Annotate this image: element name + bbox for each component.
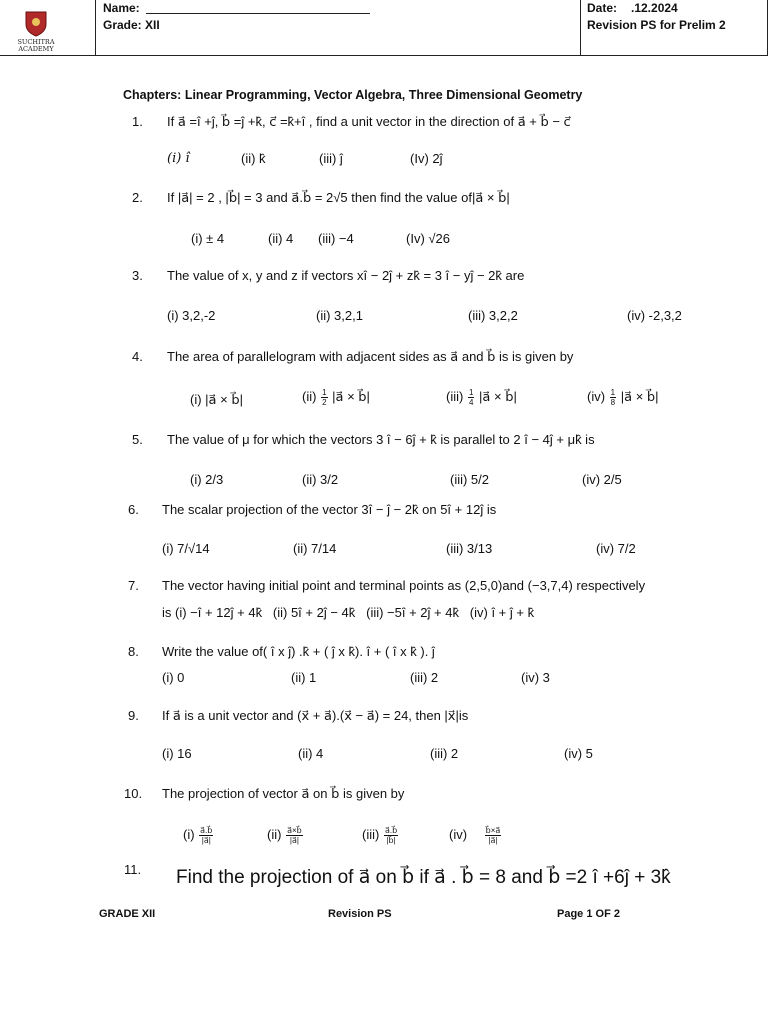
denominator: |b⃗| (386, 836, 396, 845)
option-label: (ii) (267, 826, 282, 842)
option: (ii) 4 (268, 231, 294, 246)
option: (Iv) √26 (406, 231, 450, 246)
option: (iv) 7/2 (596, 541, 636, 556)
option: (i) î (167, 151, 190, 166)
option: (ii) 7/14 (293, 541, 337, 556)
option: (Iv) 2ĵ (410, 151, 443, 166)
numerator: 1 (610, 388, 616, 397)
denominator: 8 (610, 398, 616, 407)
option: (iii) 2 (410, 670, 439, 685)
denominator: |a⃗| (201, 836, 211, 845)
numerator: a⃗.b⃗ (384, 826, 398, 835)
question-text: The vector having initial point and terminal points as (2,5,0)and (−3,7,4) respectively (162, 578, 646, 593)
question-number: 1. (132, 114, 143, 129)
question-number: 4. (132, 349, 143, 364)
question-text: If a⃗ =î +ĵ, b⃗ =ĵ +k̂, c⃗ =k̂+î , find a unit vector in the direction of a⃗ + b⃗ − c⃗ (167, 114, 571, 129)
option (183, 826, 214, 845)
question-number: 3. (132, 268, 143, 283)
chapters-heading: Chapters: Linear Programming, Vector Algebra, Three Dimensional Geometry (123, 88, 583, 102)
option (267, 826, 304, 845)
footer-page-number: Page 1 OF 2 (557, 908, 620, 920)
question-text: Write the value of( î x ĵ) .k̂ + ( ĵ x k̂). î + ( î x k̂ ). ĵ (162, 644, 435, 659)
numerator: a⃗×b⃗ (287, 826, 302, 835)
footer-title: Revision PS (328, 908, 392, 920)
option-label: (iii) (362, 826, 380, 842)
question-number: 5. (132, 432, 143, 447)
option: (i) 7/√14 (162, 541, 210, 556)
option: (iii) −4 (318, 231, 354, 246)
denominator: 4 (468, 398, 474, 407)
fraction (384, 826, 398, 845)
option-label: (i) (183, 826, 195, 842)
denominator: |a⃗| (289, 836, 299, 845)
date-value: .12.2024 (631, 1, 678, 15)
option: (iv) 3 (521, 670, 550, 685)
option (362, 826, 399, 845)
option: (iii) 5/2 (450, 472, 490, 487)
option (449, 826, 502, 845)
option (587, 388, 659, 407)
option: (ii) 1 (291, 670, 317, 685)
name-field-line[interactable] (146, 13, 370, 14)
question-text: The area of parallelogram with adjacent sides as a⃗ and b⃗ is is given by (167, 349, 574, 364)
option: (ii) k̂ (241, 151, 266, 166)
question-number: 6. (128, 502, 139, 517)
question-number: 9. (128, 708, 139, 723)
fraction (610, 388, 616, 407)
question-text: The projection of vector a⃗ on b⃗ is given by (162, 786, 405, 801)
option (446, 388, 517, 407)
option-expr: |a⃗ × b⃗| (332, 388, 370, 404)
document-title: Revision PS for Prelim 2 (587, 18, 726, 32)
svg-text:SUCHITRA: SUCHITRA (17, 38, 55, 46)
option-label: (iii) (446, 388, 464, 404)
fraction (286, 826, 303, 845)
option: (iv) 5 (564, 746, 593, 761)
numerator: a⃗.b⃗ (200, 826, 213, 835)
option: (iv) 2/5 (582, 472, 622, 487)
header-table (0, 0, 768, 56)
numerator: b⃗×a⃗ (485, 826, 501, 835)
option-label: (iv) (587, 388, 606, 404)
option: (iv) -2,3,2 (627, 308, 682, 323)
question-number: 2. (132, 190, 143, 205)
question-text: Find the projection of a⃗ on b⃗ if a⃗ . b⃗ = 8 and b⃗ =2 î +6ĵ + 3k̂ (176, 867, 671, 888)
question-number: 8. (128, 644, 139, 659)
fraction (321, 388, 327, 407)
question-number: 11. (124, 862, 142, 877)
option: (i) 2/3 (190, 472, 224, 487)
svg-text:ACADEMY: ACADEMY (18, 45, 54, 53)
option-expr: |a⃗ × b⃗| (479, 388, 517, 404)
question-text: If |a⃗| = 2 , |b⃗| = 3 and a⃗.b⃗ = 2√5 then find the value of|a⃗ × b⃗| (167, 190, 510, 205)
school-logo (8, 10, 64, 54)
numerator: 1 (468, 388, 474, 397)
fraction (199, 826, 213, 845)
question-text: If a⃗ is a unit vector and (x⃗ + a⃗).(x⃗ − a⃗) = 24, then |x⃗|is (162, 708, 469, 723)
option-label: (ii) (302, 388, 317, 404)
question-options-inline: is (i) −î + 12ĵ + 4k̂ (ii) 5î + 2ĵ − 4k̂ (iii) −5î + 2ĵ + 4k̂ (iv) î + ĵ + k̂ (162, 605, 535, 620)
option: (ii) 3/2 (302, 472, 339, 487)
question-text: The scalar projection of the vector 3î − ĵ − 2k̂ on 5î + 12ĵ is (162, 502, 497, 517)
option: (ii) 4 (298, 746, 324, 761)
option: (iii) 2 (430, 746, 459, 761)
grade-label: Grade: XII (103, 18, 160, 32)
option: (i) 3,2,-2 (167, 308, 216, 323)
option: (iii) 3/13 (446, 541, 493, 556)
option: (i) 16 (162, 746, 192, 761)
option: (i) ± 4 (191, 231, 225, 246)
option (302, 388, 370, 407)
option: (iii) ĵ (319, 151, 343, 166)
question-text: The value of x, y and z if vectors xî − 2ĵ + zk̂ = 3 î − yĵ − 2k̂ are (167, 268, 525, 283)
numerator: 1 (322, 388, 327, 397)
denominator: |a⃗| (488, 836, 498, 845)
option: (iii) 3,2,2 (468, 308, 518, 323)
option: (i) 0 (162, 670, 185, 685)
question-number: 10. (124, 786, 143, 801)
fraction (485, 826, 502, 845)
question-number: 7. (128, 578, 139, 593)
footer-grade: GRADE XII (99, 908, 156, 920)
date-label: Date: (587, 1, 618, 15)
option-expr: |a⃗ × b⃗| (620, 388, 659, 404)
question-text: The value of μ for which the vectors 3 î − 6ĵ + k̂ is parallel to 2 î − 4ĵ + μk̂ is (167, 432, 595, 447)
option-label: (iv) (449, 826, 468, 842)
option: (i) |a⃗ × b⃗| (190, 392, 243, 407)
name-label: Name: (103, 1, 140, 15)
fraction (468, 388, 474, 407)
option: (ii) 3,2,1 (316, 308, 363, 323)
denominator: 2 (322, 398, 327, 407)
